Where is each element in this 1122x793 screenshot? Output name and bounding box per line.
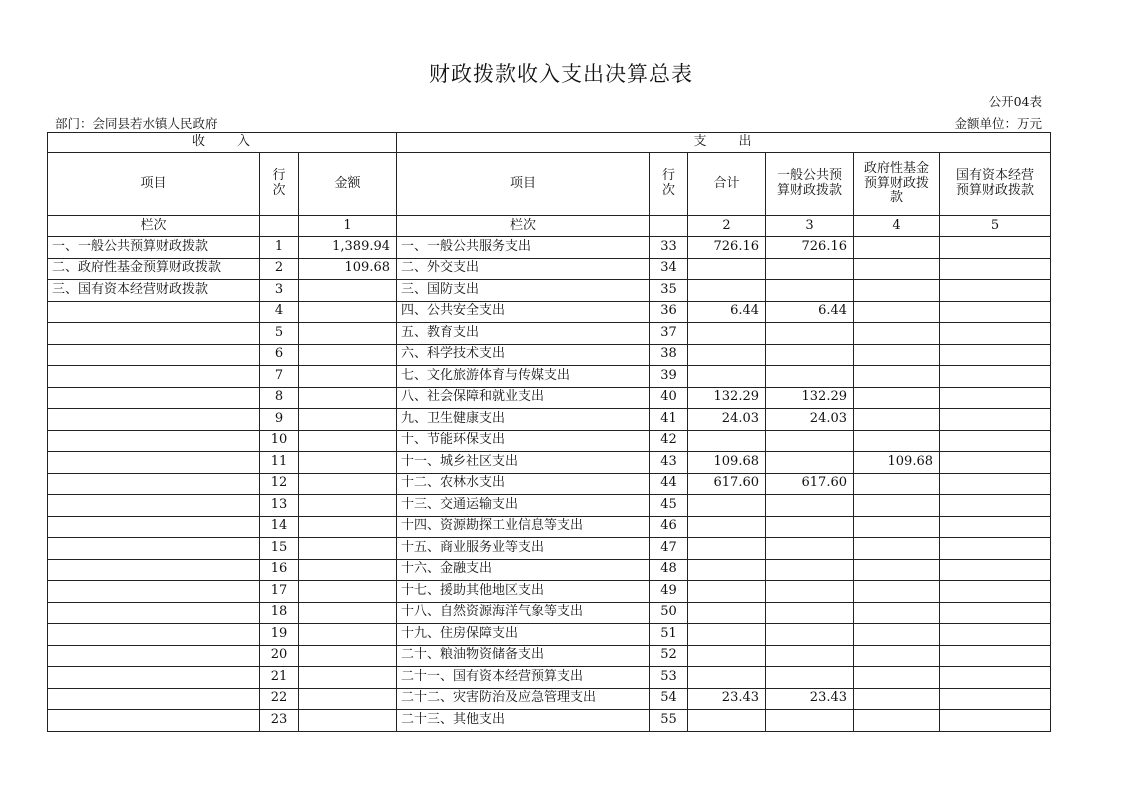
page-title: 财政拨款收入支出决算总表 xyxy=(429,62,693,86)
gov-fund-cell xyxy=(854,624,940,646)
table-row xyxy=(48,301,1051,323)
income-line-no-cell: 21 xyxy=(260,667,299,689)
income-amount-cell xyxy=(299,667,397,689)
table-row xyxy=(48,559,1051,581)
column-number-4: 4 xyxy=(854,216,940,237)
income-line-no-cell: 22 xyxy=(260,688,299,710)
state-capital-cell xyxy=(940,473,1051,495)
income-item-cell xyxy=(48,473,260,495)
expense-item-cell: 十三、交通运输支出 xyxy=(397,495,650,517)
expense-item-cell: 十九、住房保障支出 xyxy=(397,624,650,646)
column-number-row xyxy=(48,216,1051,237)
state-capital-cell xyxy=(940,387,1051,409)
expense-line-no-cell: 40 xyxy=(650,387,688,409)
total-cell xyxy=(688,602,766,624)
general-budget-cell: 617.60 xyxy=(766,473,854,495)
income-line-no-cell: 9 xyxy=(260,409,299,431)
table-row xyxy=(48,237,1051,259)
total-cell xyxy=(688,430,766,452)
gov-fund-header: 政府性基金预算财政拨款 xyxy=(854,153,940,216)
income-amount-cell xyxy=(299,581,397,603)
income-amount-cell xyxy=(299,688,397,710)
table-row xyxy=(48,710,1051,732)
general-budget-cell xyxy=(766,452,854,474)
table-row xyxy=(48,538,1051,560)
state-capital-cell xyxy=(940,366,1051,388)
expense-line-no-cell: 37 xyxy=(650,323,688,345)
income-item-cell xyxy=(48,323,260,345)
total-cell: 617.60 xyxy=(688,473,766,495)
expense-item-cell: 二十二、灾害防治及应急管理支出 xyxy=(397,688,650,710)
general-budget-cell xyxy=(766,366,854,388)
general-budget-cell xyxy=(766,602,854,624)
expense-item-cell: 二十一、国有资本经营预算支出 xyxy=(397,667,650,689)
state-capital-cell xyxy=(940,602,1051,624)
income-item-cell xyxy=(48,516,260,538)
income-item-cell: 一、一般公共预算财政拨款 xyxy=(48,237,260,259)
expense-item-cell: 十四、资源勘探工业信息等支出 xyxy=(397,516,650,538)
gov-fund-cell xyxy=(854,688,940,710)
state-capital-cell xyxy=(940,452,1051,474)
total-cell: 24.03 xyxy=(688,409,766,431)
expense-line-no-cell: 44 xyxy=(650,473,688,495)
income-line-no-cell: 17 xyxy=(260,581,299,603)
income-line-no-cell: 13 xyxy=(260,495,299,517)
column-number-5: 5 xyxy=(940,216,1051,237)
table-row xyxy=(48,645,1051,667)
total-cell xyxy=(688,559,766,581)
income-line-no-cell: 15 xyxy=(260,538,299,560)
total-cell xyxy=(688,667,766,689)
gov-fund-cell xyxy=(854,366,940,388)
group-header-row xyxy=(48,133,1051,153)
gov-fund-cell xyxy=(854,645,940,667)
general-budget-cell xyxy=(766,430,854,452)
income-item-header: 项目 xyxy=(48,153,260,216)
income-line-no-cell: 11 xyxy=(260,452,299,474)
expense-line-no-cell: 34 xyxy=(650,258,688,280)
general-budget-header: 一般公共预算财政拨款 xyxy=(766,153,854,216)
income-line-no-cell: 4 xyxy=(260,301,299,323)
state-capital-cell xyxy=(940,559,1051,581)
expense-group-header: 支 出 xyxy=(397,133,1051,153)
expense-item-cell: 十五、商业服务业等支出 xyxy=(397,538,650,560)
income-item-cell: 二、政府性基金预算财政拨款 xyxy=(48,258,260,280)
table-row xyxy=(48,344,1051,366)
income-line-no-cell: 23 xyxy=(260,710,299,732)
expense-item-cell: 八、社会保障和就业支出 xyxy=(397,387,650,409)
general-budget-cell: 132.29 xyxy=(766,387,854,409)
income-line-no-cell: 20 xyxy=(260,645,299,667)
income-line-no-cell: 7 xyxy=(260,366,299,388)
total-cell: 6.44 xyxy=(688,301,766,323)
table-row xyxy=(48,581,1051,603)
expense-item-cell: 十六、金融支出 xyxy=(397,559,650,581)
income-amount-cell xyxy=(299,495,397,517)
table-row xyxy=(48,430,1051,452)
table-row xyxy=(48,602,1051,624)
general-budget-cell xyxy=(766,495,854,517)
gov-fund-cell xyxy=(854,258,940,280)
expense-line-no-cell: 42 xyxy=(650,430,688,452)
total-header: 合计 xyxy=(688,153,766,216)
gov-fund-cell xyxy=(854,430,940,452)
income-item-cell xyxy=(48,688,260,710)
gov-fund-cell xyxy=(854,495,940,517)
gov-fund-cell xyxy=(854,602,940,624)
expense-line-no-cell: 48 xyxy=(650,559,688,581)
income-group-header: 收 入 xyxy=(48,133,397,153)
state-capital-cell xyxy=(940,624,1051,646)
general-budget-cell xyxy=(766,280,854,302)
general-budget-cell: 726.16 xyxy=(766,237,854,259)
table-row xyxy=(48,516,1051,538)
state-capital-cell xyxy=(940,301,1051,323)
income-amount-cell xyxy=(299,344,397,366)
budget-table xyxy=(47,132,1051,732)
income-item-cell xyxy=(48,602,260,624)
total-cell: 23.43 xyxy=(688,688,766,710)
income-line-no-cell: 16 xyxy=(260,559,299,581)
income-line-no-cell: 10 xyxy=(260,430,299,452)
gov-fund-cell xyxy=(854,559,940,581)
income-item-cell xyxy=(48,624,260,646)
state-capital-cell xyxy=(940,344,1051,366)
table-row xyxy=(48,473,1051,495)
general-budget-cell xyxy=(766,344,854,366)
expense-line-no-cell: 47 xyxy=(650,538,688,560)
expense-item-cell: 七、文化旅游体育与传媒支出 xyxy=(397,366,650,388)
income-line-no-cell: 5 xyxy=(260,323,299,345)
income-amount-cell xyxy=(299,430,397,452)
income-item-cell xyxy=(48,409,260,431)
table-row xyxy=(48,323,1051,345)
income-item-cell xyxy=(48,667,260,689)
expense-item-cell: 一、一般公共服务支出 xyxy=(397,237,650,259)
total-cell xyxy=(688,710,766,732)
income-item-cell xyxy=(48,452,260,474)
state-capital-cell xyxy=(940,516,1051,538)
expense-item-cell: 三、国防支出 xyxy=(397,280,650,302)
income-amount-cell xyxy=(299,366,397,388)
income-amount-cell xyxy=(299,301,397,323)
total-cell xyxy=(688,366,766,388)
expense-line-no-cell: 52 xyxy=(650,645,688,667)
general-budget-cell xyxy=(766,323,854,345)
income-amount-cell xyxy=(299,538,397,560)
income-amount-cell xyxy=(299,409,397,431)
expense-line-no-cell: 53 xyxy=(650,667,688,689)
table-row xyxy=(48,258,1051,280)
gov-fund-cell xyxy=(854,409,940,431)
expense-item-cell: 十七、援助其他地区支出 xyxy=(397,581,650,603)
general-budget-cell xyxy=(766,538,854,560)
expense-item-cell: 六、科学技术支出 xyxy=(397,344,650,366)
income-item-cell xyxy=(48,710,260,732)
income-item-cell xyxy=(48,301,260,323)
gov-fund-cell xyxy=(854,516,940,538)
department-label: 部门：会同县若水镇人民政府 xyxy=(55,116,218,131)
expense-item-cell: 十二、农林水支出 xyxy=(397,473,650,495)
total-cell: 132.29 xyxy=(688,387,766,409)
general-budget-cell: 6.44 xyxy=(766,301,854,323)
gov-fund-cell xyxy=(854,581,940,603)
income-amount-cell xyxy=(299,516,397,538)
income-item-cell xyxy=(48,559,260,581)
state-capital-cell xyxy=(940,409,1051,431)
table-row xyxy=(48,366,1051,388)
state-capital-cell xyxy=(940,538,1051,560)
expense-line-no-cell: 36 xyxy=(650,301,688,323)
left-column-label: 栏次 xyxy=(48,216,260,237)
income-line-no-cell: 14 xyxy=(260,516,299,538)
expense-item-cell: 九、卫生健康支出 xyxy=(397,409,650,431)
total-cell xyxy=(688,495,766,517)
state-capital-cell xyxy=(940,645,1051,667)
gov-fund-cell xyxy=(854,710,940,732)
income-line-no-cell: 2 xyxy=(260,258,299,280)
expense-line-no-cell: 39 xyxy=(650,366,688,388)
expense-line-no-cell: 46 xyxy=(650,516,688,538)
state-capital-cell xyxy=(940,430,1051,452)
total-cell xyxy=(688,538,766,560)
income-item-cell: 三、国有资本经营财政拨款 xyxy=(48,280,260,302)
gov-fund-cell: 109.68 xyxy=(854,452,940,474)
table-row xyxy=(48,688,1051,710)
expense-line-no-cell: 55 xyxy=(650,710,688,732)
gov-fund-cell xyxy=(854,473,940,495)
column-number-1: 1 xyxy=(299,216,397,237)
table-row xyxy=(48,409,1051,431)
total-cell xyxy=(688,280,766,302)
expense-item-cell: 四、公共安全支出 xyxy=(397,301,650,323)
state-capital-cell xyxy=(940,323,1051,345)
expense-line-no-cell: 54 xyxy=(650,688,688,710)
income-amount-cell xyxy=(299,473,397,495)
income-item-cell xyxy=(48,495,260,517)
state-capital-cell xyxy=(940,258,1051,280)
gov-fund-cell xyxy=(854,323,940,345)
expense-line-no-cell: 43 xyxy=(650,452,688,474)
state-capital-cell xyxy=(940,237,1051,259)
total-cell xyxy=(688,645,766,667)
state-capital-cell xyxy=(940,495,1051,517)
unit-label: 金额单位：万元 xyxy=(954,116,1042,131)
expense-item-cell: 十八、自然资源海洋气象等支出 xyxy=(397,602,650,624)
expense-line-no-cell: 45 xyxy=(650,495,688,517)
expense-line-no-cell: 41 xyxy=(650,409,688,431)
general-budget-cell: 23.43 xyxy=(766,688,854,710)
income-item-cell xyxy=(48,366,260,388)
total-cell xyxy=(688,344,766,366)
income-item-cell xyxy=(48,344,260,366)
income-line-no-header: 行 次 xyxy=(260,153,299,216)
income-line-no-cell: 6 xyxy=(260,344,299,366)
expense-line-no-header: 行 次 xyxy=(650,153,688,216)
right-column-label: 栏次 xyxy=(397,216,650,237)
total-cell xyxy=(688,516,766,538)
total-cell xyxy=(688,624,766,646)
income-amount-cell xyxy=(299,280,397,302)
income-amount-cell xyxy=(299,624,397,646)
income-line-no-cell: 3 xyxy=(260,280,299,302)
state-capital-header: 国有资本经营预算财政拨款 xyxy=(940,153,1051,216)
column-number-2: 2 xyxy=(688,216,766,237)
expense-item-cell: 二、外交支出 xyxy=(397,258,650,280)
gov-fund-cell xyxy=(854,667,940,689)
expense-item-cell: 十、节能环保支出 xyxy=(397,430,650,452)
table-row xyxy=(48,495,1051,517)
general-budget-cell xyxy=(766,624,854,646)
state-capital-cell xyxy=(940,280,1051,302)
general-budget-cell xyxy=(766,516,854,538)
state-capital-cell xyxy=(940,667,1051,689)
income-amount-cell xyxy=(299,602,397,624)
income-amount-cell xyxy=(299,645,397,667)
income-amount-cell: 109.68 xyxy=(299,258,397,280)
income-amount-header: 金额 xyxy=(299,153,397,216)
expense-line-no-cell: 33 xyxy=(650,237,688,259)
gov-fund-cell xyxy=(854,237,940,259)
general-budget-cell xyxy=(766,645,854,667)
expense-item-cell: 二十三、其他支出 xyxy=(397,710,650,732)
expense-line-no-cell: 35 xyxy=(650,280,688,302)
state-capital-cell xyxy=(940,581,1051,603)
table-row xyxy=(48,452,1051,474)
income-line-no-cell: 18 xyxy=(260,602,299,624)
income-item-cell xyxy=(48,645,260,667)
income-amount-cell: 1,389.94 xyxy=(299,237,397,259)
income-item-cell xyxy=(48,538,260,560)
total-cell xyxy=(688,258,766,280)
table-row xyxy=(48,387,1051,409)
gov-fund-cell xyxy=(854,538,940,560)
total-cell: 726.16 xyxy=(688,237,766,259)
income-line-no-cell: 1 xyxy=(260,237,299,259)
gov-fund-cell xyxy=(854,301,940,323)
income-item-cell xyxy=(48,581,260,603)
general-budget-cell xyxy=(766,667,854,689)
income-line-no-cell: 19 xyxy=(260,624,299,646)
expense-line-no-cell: 49 xyxy=(650,581,688,603)
income-line-no-cell: 8 xyxy=(260,387,299,409)
table-row xyxy=(48,280,1051,302)
gov-fund-cell xyxy=(854,280,940,302)
income-amount-cell xyxy=(299,452,397,474)
expense-line-no-cell: 50 xyxy=(650,602,688,624)
table-row xyxy=(48,667,1051,689)
table-row xyxy=(48,624,1051,646)
income-item-cell xyxy=(48,430,260,452)
general-budget-cell: 24.03 xyxy=(766,409,854,431)
income-line-no-cell: 12 xyxy=(260,473,299,495)
expense-line-no-cell: 51 xyxy=(650,624,688,646)
income-amount-cell xyxy=(299,559,397,581)
income-item-cell xyxy=(48,387,260,409)
gov-fund-cell xyxy=(854,344,940,366)
expense-line-no-cell: 38 xyxy=(650,344,688,366)
general-budget-cell xyxy=(766,258,854,280)
income-amount-cell xyxy=(299,323,397,345)
form-code: 公开04表 xyxy=(988,94,1042,109)
total-cell xyxy=(688,581,766,603)
state-capital-cell xyxy=(940,710,1051,732)
income-amount-cell xyxy=(299,710,397,732)
expense-item-cell: 十一、城乡社区支出 xyxy=(397,452,650,474)
income-amount-cell xyxy=(299,387,397,409)
expense-item-header: 项目 xyxy=(397,153,650,216)
column-number-3: 3 xyxy=(766,216,854,237)
state-capital-cell xyxy=(940,688,1051,710)
total-cell xyxy=(688,323,766,345)
total-cell: 109.68 xyxy=(688,452,766,474)
column-header-row xyxy=(48,153,1051,216)
general-budget-cell xyxy=(766,559,854,581)
general-budget-cell xyxy=(766,710,854,732)
general-budget-cell xyxy=(766,581,854,603)
expense-item-cell: 二十、粮油物资储备支出 xyxy=(397,645,650,667)
expense-item-cell: 五、教育支出 xyxy=(397,323,650,345)
gov-fund-cell xyxy=(854,387,940,409)
